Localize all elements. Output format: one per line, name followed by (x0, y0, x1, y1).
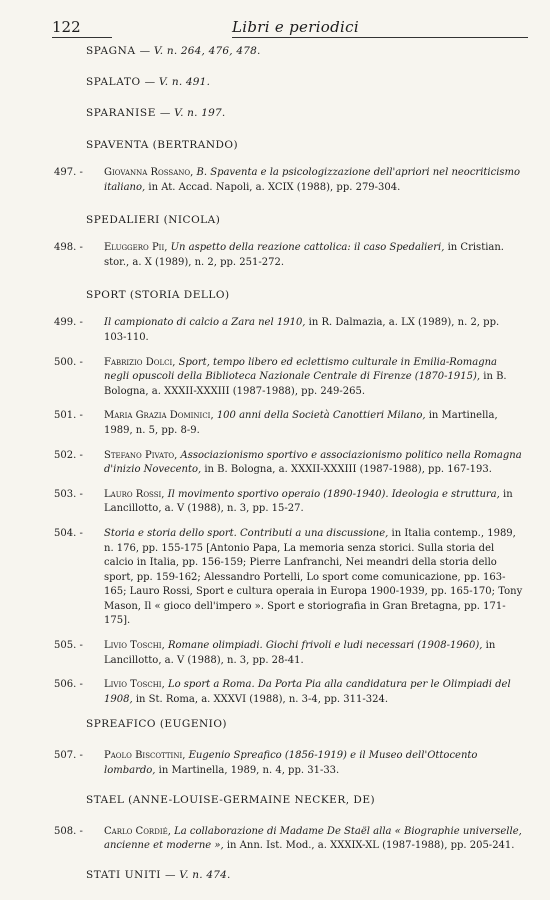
entry-publication: in Ann. Ist. Mod., a. XXXIX-XL (1987-1988), pp. 205-241. (226, 840, 515, 852)
entry-publication: in B. Bologna, a. XXXII-XXXIII (1987-1988), pp. 249-265. (104, 371, 507, 397)
bibliography-entry (0, 825, 550, 854)
xref-term: SPAGNA (86, 45, 136, 57)
entry-publication: in St. Roma, a. XXXVI (1988), n. 3-4, pp. 311-324. (135, 693, 389, 705)
bibliography-entry (0, 639, 550, 668)
bibliography-list (0, 44, 550, 900)
entry-number: 508. - (54, 825, 83, 837)
running-title: Libri e periodici (232, 18, 359, 36)
xref-term: SPALATO (86, 76, 141, 88)
entry-title: Storia e storia dello sport. Contributi a una discussione, (104, 527, 389, 539)
bibliography-entry (0, 409, 550, 438)
entry-number: 507. - (54, 750, 83, 762)
entry-title: Lo sport a Roma. Da Porta Pia alla candidatura per le Olimpiadi del 1908, (104, 679, 511, 705)
entry-author: Fabrizio Dolci, (104, 356, 176, 368)
entry-publication: in Cristian. stor., a. X (1989), n. 2, pp. 251-272. (104, 242, 504, 268)
entry-publication: in At. Accad. Napoli, a. XCIX (1988), pp. 279-304. (148, 181, 401, 193)
entry-number: 499. - (54, 317, 83, 329)
subject-heading: SPORT (STORIA DELLO) (86, 289, 230, 302)
subject-heading: STAEL (ANNE-LOUISE-GERMAINE NECKER, DE) (86, 793, 376, 806)
entry-publication: in Lancillotto, a. V (1988), n. 3, pp. 15-27. (104, 488, 513, 515)
header-rule-right (232, 37, 528, 38)
page-header (52, 18, 528, 40)
xref-term: SPARANISE (86, 107, 156, 119)
entry-title: Il campionato di calcio a Zara nel 1910, (104, 317, 306, 329)
entry-publication: in Lancillotto, a. V (1988), n. 3, pp. 28-41. (104, 640, 496, 666)
entry-number: 501. - (54, 410, 83, 422)
entry-author: Eluggero Pii, (104, 242, 168, 254)
entry-author: Paolo Biscottini, (104, 750, 186, 762)
entry-title: La collaborazione di Madame De Staël alla « Biographie universelle, ancienne et moderne », (104, 825, 522, 852)
entry-number: 498. - (54, 242, 83, 254)
entry-title: Il movimento sportivo operaio (1890-1940). Ideologia e struttura, (167, 488, 500, 500)
subject-heading: SPREAFICO (EUGENIO) (86, 718, 228, 731)
bibliography-entry (0, 166, 550, 195)
bibliography-entry (0, 527, 550, 629)
entry-publication: in R. Dalmazia, a. LX (1989), n. 2, pp. 103-110. (104, 317, 500, 343)
entry-title: Un aspetto della reazione cattolica: il caso Spedalieri, (170, 242, 445, 254)
subject-heading: SPEDALIERI (NICOLA) (86, 214, 221, 227)
entry-author: Carlo Cordié, (104, 825, 171, 837)
entry-publication: in Martinella, 1989, n. 5, pp. 8-9. (104, 410, 498, 436)
xref-target: — V. n. 264, 476, 478. (139, 45, 261, 57)
entry-number: 500. - (54, 356, 83, 368)
entry-number: 504. - (54, 527, 83, 539)
entry-number: 502. - (54, 449, 83, 461)
entry-title: Sport, tempo libero ed eclettismo culturale in Emilia-Romagna negli opuscoli della Biblioteca Nazionale Centrale di Firenze (1870-1915), (104, 356, 498, 383)
entry-number: 506. - (54, 679, 83, 691)
bibliography-entry (0, 241, 550, 270)
bibliography-entry (0, 678, 550, 707)
bibliography-entry (0, 449, 550, 478)
entry-author: Livio Toschi, (104, 679, 165, 691)
entry-author: Giovanna Rossano, (104, 167, 194, 178)
entry-title: Associazionismo sportivo e associazionismo politico nella Romagna d'inizio Novecento, (104, 449, 522, 476)
bibliography-entry (0, 316, 550, 345)
entry-title: B. Spaventa e la psicologizzazione dell'apriori nel neocriticismo italiano, (104, 167, 521, 193)
cross-reference (86, 44, 550, 58)
bibliography-entry (0, 356, 550, 400)
entry-author: Maria Grazia Dominici, (104, 410, 214, 422)
xref-target: — V. n. 197. (159, 107, 226, 119)
cross-reference (86, 868, 550, 882)
cross-reference (86, 106, 550, 120)
entry-publication: in Italia contemp., 1989, n. 176, pp. 155-175 [Antonio Papa, La memoria senza storici. Sulla storia del calcio in Italia, pp. 156-159; Pierre Lanfranchi, Nei meandri della storia dello sport, pp. 159-162; Alessandro Portelli, Lo sport come comunicazione, pp. 163-165; Lauro Rossi, Sport e cultura operaia in Europa 1900-1939, pp. 165-170; Tony Mason, Il « gioco dell'impero ». Sport e storiografia in Gran Bretagna, pp. 171-175]. (104, 527, 523, 627)
subject-heading: SPAVENTA (BERTRANDO) (86, 139, 239, 151)
entry-author: Livio Toschi, (104, 640, 165, 652)
entry-number: 505. - (54, 640, 83, 652)
entry-title: 100 anni della Società Canottieri Milano, (216, 410, 426, 422)
bibliography-entry (0, 749, 550, 778)
header-rule-left (52, 37, 112, 38)
page-number: 122 (52, 18, 81, 36)
entry-number: 497. - (54, 167, 83, 178)
entry-author: Lauro Rossi, (104, 488, 165, 500)
entry-number: 503. - (54, 488, 83, 500)
entry-title: Eugenio Spreafico (1856-1919) e il Museo dell'Ottocento lombardo, (104, 750, 478, 777)
entry-publication: in Martinella, 1989, n. 4, pp. 31-33. (158, 765, 340, 777)
entry-title: Romane olimpiadi. Giochi frivoli e ludi necessari (1908-1960), (167, 640, 483, 652)
entry-publication: in B. Bologna, a. XXXII-XXXIII (1987-1988), pp. 167-193. (204, 464, 492, 476)
xref-target: — V. n. 474. (165, 868, 231, 881)
entry-author: Stefano Pivato, (104, 449, 178, 461)
xref-target: — V. n. 491. (144, 76, 211, 88)
cross-reference (86, 75, 550, 89)
xref-term: STATI UNITI (86, 868, 162, 881)
bibliography-entry (0, 488, 550, 517)
